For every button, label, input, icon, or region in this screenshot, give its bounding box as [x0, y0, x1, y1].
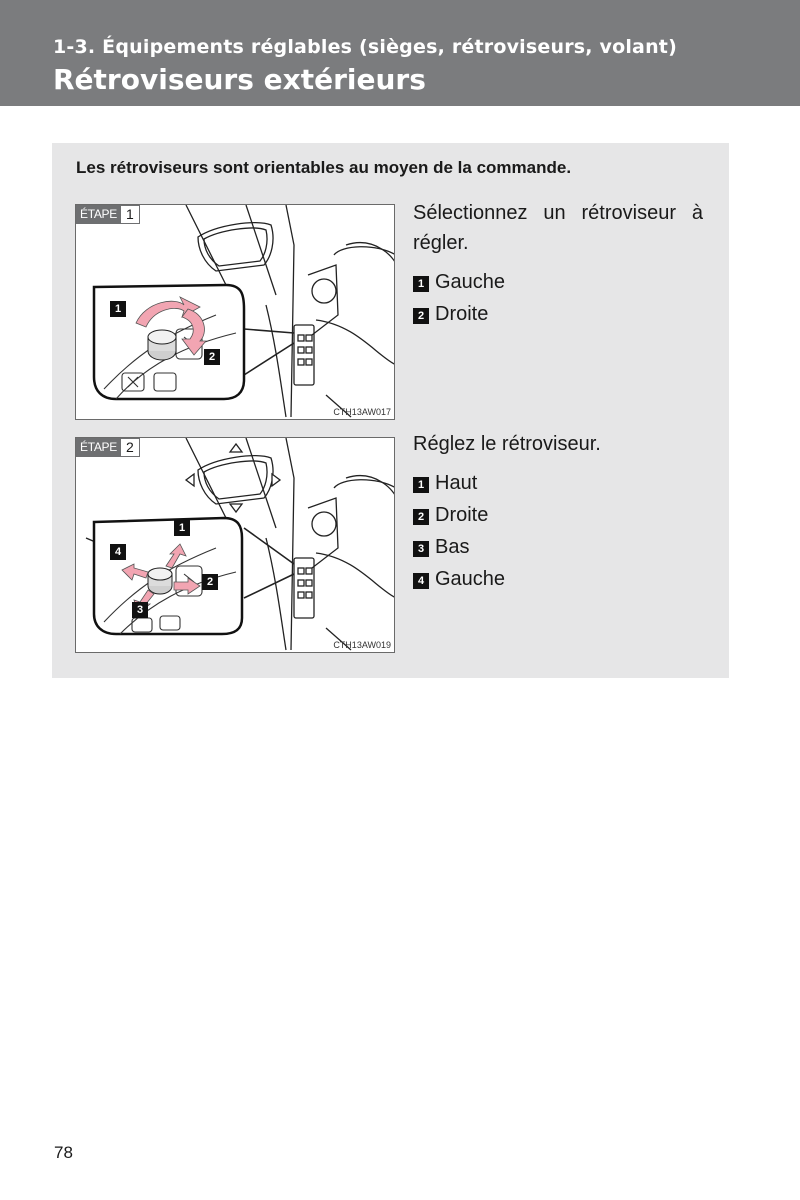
list-item: [413, 266, 703, 298]
up-arrow-icon: [230, 444, 242, 452]
item-label: Haut: [435, 471, 478, 494]
page-number: 78: [54, 1143, 73, 1162]
down-arrow-icon: [230, 504, 242, 512]
left-arrow-icon: [186, 474, 194, 486]
figure-code: CTH13AW017: [333, 407, 391, 417]
step-badge-number: 1: [121, 205, 140, 224]
list-item: [413, 499, 703, 531]
item-label: Bas: [435, 535, 470, 558]
callout-2-label: 2: [202, 574, 218, 590]
item-number: 3: [413, 541, 429, 557]
step-2-description: [413, 429, 703, 595]
step-badge-label: ÉTAPE: [76, 438, 121, 457]
figure-code: CTH13AW019: [333, 640, 391, 650]
step-2-badge: [76, 438, 140, 457]
section-heading: 1-3. Équipements réglables (sièges, rétroviseurs, volant): [53, 36, 677, 58]
list-item: [413, 298, 703, 330]
item-label: Droite: [435, 302, 489, 325]
item-number: 1: [413, 477, 429, 493]
step-1-description: [413, 198, 703, 330]
callout-4-label: 4: [110, 544, 126, 560]
instruction-panel: [52, 143, 729, 678]
list-item: [413, 563, 703, 595]
callout-3-label: 3: [132, 602, 148, 618]
right-arrow-icon: [272, 474, 280, 486]
item-label: Droite: [435, 503, 489, 526]
step-2-text: Réglez le rétroviseur.: [413, 433, 601, 455]
intro-text: Les rétroviseurs sont orientables au moyen de la commande.: [76, 158, 572, 177]
callout-1-label: 1: [110, 301, 126, 317]
item-number: 2: [413, 308, 429, 324]
item-number: 1: [413, 276, 429, 292]
item-label: Gauche: [435, 567, 506, 590]
step-badge-label: ÉTAPE: [76, 205, 121, 224]
page-header: [0, 0, 800, 106]
switch-zoom-callout: [94, 518, 242, 634]
callout-2-label: 2: [204, 349, 220, 365]
item-number: 4: [413, 573, 429, 589]
item-label: Gauche: [435, 270, 506, 293]
list-item: [413, 531, 703, 563]
step-2-illustration: [75, 437, 395, 653]
callout-1-label: 1: [174, 520, 190, 536]
step-1-illustration: [75, 204, 395, 420]
page-title: Rétroviseurs extérieurs: [53, 63, 426, 96]
step-1-badge: [76, 205, 140, 224]
step-1-text: Sélectionnez un rétroviseur à régler.: [413, 202, 703, 254]
item-number: 2: [413, 509, 429, 525]
list-item: [413, 467, 703, 499]
step-badge-number: 2: [121, 438, 140, 457]
